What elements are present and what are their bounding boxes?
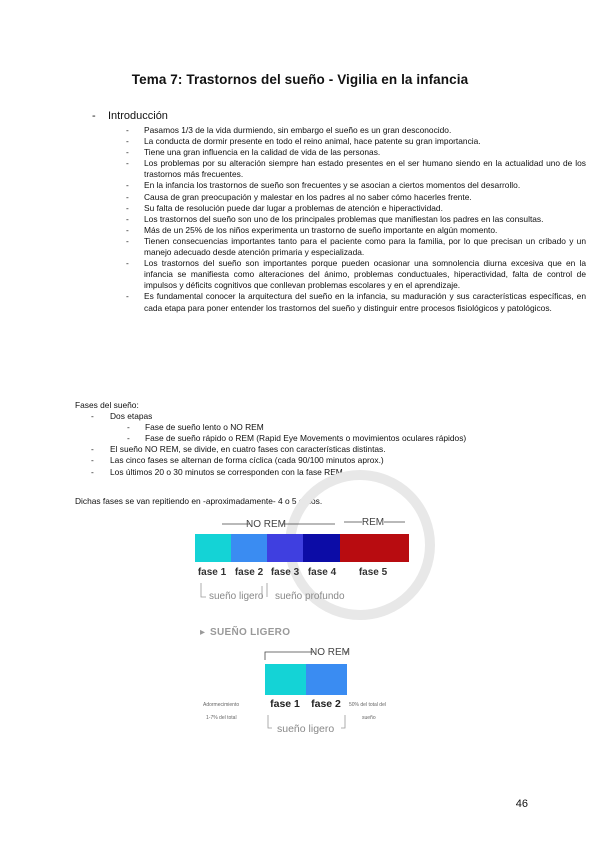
- page-number: 46: [515, 798, 528, 810]
- phase-label-3: fase 3: [270, 567, 300, 578]
- intro-dash: -: [92, 110, 96, 122]
- phase-label-1-detail: fase 1: [270, 698, 300, 710]
- list-item: - Dos etapas: [91, 411, 153, 422]
- no-rem-label: NO REM: [246, 519, 286, 530]
- phase-bar-2: [231, 534, 267, 562]
- rem-label: REM: [361, 517, 385, 528]
- phase-1-percent: 1-7% del total: [206, 715, 237, 721]
- list-item: - Tiene una gran influencia en la calidad de vida de las personas.: [126, 147, 586, 158]
- list-item: - Más de un 25% de los niños experimenta un trastorno de sueño importante en algún momento.: [126, 225, 586, 236]
- list-item-text: Fase de sueño lento o NO REM: [145, 422, 264, 433]
- phase-2-note-cont: sueño: [362, 715, 376, 721]
- light-sleep-label: sueño ligero: [209, 591, 264, 602]
- list-item-text: Las cinco fases se alternan de forma cíclica (cada 90/100 minutos aprox.): [110, 455, 384, 466]
- no-rem-label-2: NO REM: [310, 647, 350, 658]
- list-item: - En la infancia los trastornos de sueño son frecuentes y se asocian a ciertos momentos del desarrollo.: [126, 180, 586, 191]
- list-item-text: El sueño NO REM, se divide, en cuatro fases con características distintas.: [110, 444, 386, 455]
- phase-label-2-detail: fase 2: [311, 698, 341, 710]
- list-item: - Los trastornos del sueño son importantes porque pueden ocasionar una somnolencia diurna excesiva que en la infancia se manifiesta como alteraciones del ánimo, problemas conductuales, hiperactividad, falta de control de impulsos y déficits cognitivos que conllevan problemas escolares y en el aprendizaje.: [126, 258, 586, 291]
- page-title: Tema 7: Trastornos del sueño - Vigilia en la infancia: [131, 72, 469, 87]
- light-bracket-2-right: [341, 715, 345, 728]
- list-item-text: Dos etapas: [110, 411, 153, 422]
- list-item: - Pasamos 1/3 de la vida durmiendo, sin embargo el sueño es un gran desconocido.: [126, 125, 586, 136]
- light-bracket: [201, 583, 206, 597]
- list-item: - Fase de sueño rápido o REM (Rapid Eye Movements o movimientos oculares rápidos): [127, 433, 467, 444]
- list-item: - Los problemas por su alteración siempre han estado presentes en el ser humano siendo en la actualidad uno de los trastornos más frecuentes.: [126, 158, 586, 180]
- phase-bar-4: [303, 534, 340, 562]
- light-sleep-heading: SUEÑO LIGERO: [210, 627, 291, 638]
- fases-heading: Fases del sueño:: [75, 400, 139, 410]
- list-item: - El sueño NO REM, se divide, en cuatro fases con características distintas.: [91, 444, 386, 455]
- list-item: - Tienen consecuencias importantes tanto para el paciente como para la familia, por lo que precisan un cribado y un manejo adecuado desde atención primaria y especializada.: [126, 236, 586, 258]
- phase-label-5: fase 5: [358, 567, 388, 578]
- phase-label-1: fase 1: [197, 567, 227, 578]
- phase-bar-1-detail: [265, 664, 306, 695]
- list-item: - Es fundamental conocer la arquitectura del sueño en la infancia, su maduración y sus características específicas, en cada etapa para poner entender los trastornos del sueño y distinguir entre procesos fisiológicos y patológicos.: [126, 291, 586, 313]
- phase-bar-2-detail: [306, 664, 347, 695]
- list-item-text: Los últimos 20 o 30 minutos se corresponden con la fase REM.: [110, 466, 346, 477]
- list-item: - Causa de gran preocupación y malestar en los padres al no saber cómo hacerles frente.: [126, 192, 586, 203]
- phase-bar-1: [195, 534, 231, 562]
- phase-1-note: Adormecimiento: [203, 702, 240, 708]
- phase-label-4: fase 4: [307, 567, 337, 578]
- deep-sleep-label: sueño profundo: [275, 591, 345, 602]
- phase-bar-3: [267, 534, 303, 562]
- intro-heading-text: Introducción: [108, 110, 168, 122]
- list-item: - Las cinco fases se alternan de forma cíclica (cada 90/100 minutos aprox.): [91, 455, 384, 466]
- light-bracket-2: [268, 715, 272, 728]
- phase-bar-5: [340, 534, 409, 562]
- list-item: - Fase de sueño lento o NO REM: [127, 422, 264, 433]
- cycles-note: Dichas fases se van repitiendo en -aproximadamente- 4 o 5 ciclos.: [75, 496, 323, 506]
- list-item: - Los últimos 20 o 30 minutos se corresponden con la fase REM.: [91, 466, 346, 477]
- list-item: - Los trastornos del sueño son uno de los principales problemas que manifiestan los padres en las consultas.: [126, 214, 586, 225]
- no-rem-line-left-2: [265, 652, 314, 660]
- phase-label-2: fase 2: [234, 567, 264, 578]
- arrow-icon: ▸: [200, 627, 206, 638]
- phase-2-note: 50% del total del: [349, 702, 386, 708]
- list-item: - La conducta de dormir presente en todo el reino animal, hace patente su gran importancia.: [126, 136, 586, 147]
- list-item-text: Fase de sueño rápido o REM (Rapid Eye Movements o movimientos oculares rápidos): [145, 433, 467, 444]
- list-item: - Su falta de resolución puede dar lugar a problemas de atención e hiperactividad.: [126, 203, 586, 214]
- light-sleep-label-2: sueño ligero: [277, 723, 335, 735]
